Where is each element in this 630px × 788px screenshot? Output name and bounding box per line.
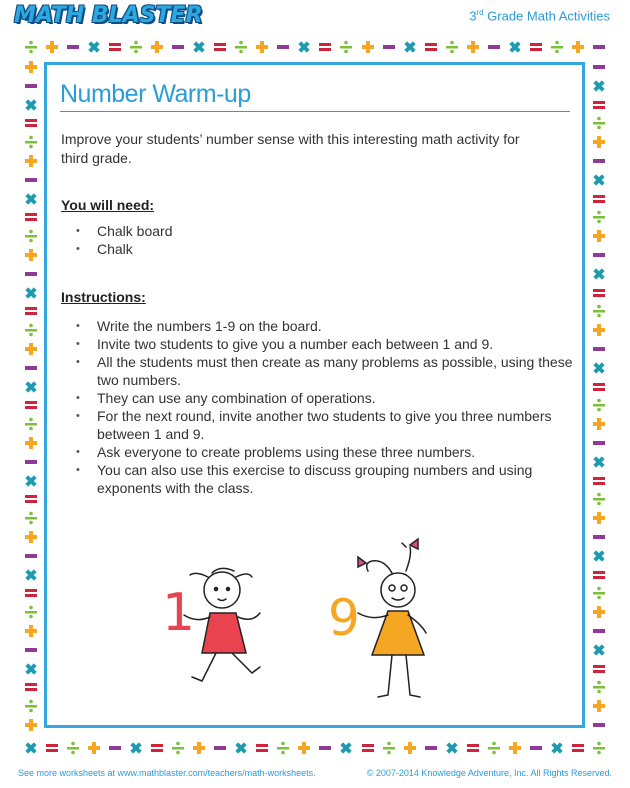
plus-symbol-icon [592, 135, 606, 149]
symbol-border-bottom [24, 741, 606, 755]
divide-symbol-icon [592, 116, 606, 130]
plus-symbol-icon [24, 248, 38, 262]
equals-symbol-icon [24, 680, 38, 694]
minus-symbol-icon [487, 40, 501, 54]
plus-symbol-icon [297, 741, 311, 755]
minus-symbol-icon [592, 40, 606, 54]
times-symbol-icon [508, 40, 522, 54]
minus-symbol-icon [318, 741, 332, 755]
equals-symbol-icon [24, 492, 38, 506]
times-symbol-icon [592, 549, 606, 563]
divide-symbol-icon [129, 40, 143, 54]
times-symbol-icon [403, 40, 417, 54]
plus-symbol-icon [24, 154, 38, 168]
instructions-heading: Instructions: [61, 289, 146, 305]
times-symbol-icon [592, 267, 606, 281]
plus-symbol-icon [24, 436, 38, 450]
instructions-list [76, 317, 576, 497]
times-symbol-icon [24, 192, 38, 206]
minus-symbol-icon [592, 436, 606, 450]
number-nine: 9 [328, 589, 360, 647]
divide-symbol-icon [592, 210, 606, 224]
symbol-border-top [24, 40, 606, 54]
equals-symbol-icon [361, 741, 375, 755]
minus-symbol-icon [24, 643, 38, 657]
list-item: • Chalk board [76, 222, 173, 240]
divide-symbol-icon [24, 229, 38, 243]
minus-symbol-icon [66, 40, 80, 54]
equals-symbol-icon [24, 586, 38, 600]
divide-symbol-icon [382, 741, 396, 755]
equals-symbol-icon [592, 98, 606, 112]
equals-symbol-icon [24, 398, 38, 412]
equals-symbol-icon [466, 741, 480, 755]
list-item: • Ask everyone to create problems using these three numbers. [76, 443, 576, 461]
divide-symbol-icon [592, 741, 606, 755]
page-title: Number Warm-up [60, 80, 251, 108]
plus-symbol-icon [592, 417, 606, 431]
plus-symbol-icon [592, 229, 606, 243]
minus-symbol-icon [592, 248, 606, 262]
minus-symbol-icon [108, 741, 122, 755]
minus-symbol-icon [276, 40, 290, 54]
plus-symbol-icon [150, 40, 164, 54]
equals-symbol-icon [24, 116, 38, 130]
minus-symbol-icon [24, 361, 38, 375]
plus-symbol-icon [24, 342, 38, 356]
times-symbol-icon [129, 741, 143, 755]
plus-symbol-icon [24, 530, 38, 544]
symbol-border-right [592, 60, 606, 732]
minus-symbol-icon [213, 741, 227, 755]
times-symbol-icon [234, 741, 248, 755]
plus-symbol-icon [87, 741, 101, 755]
intro-text: Improve your students’ number sense with this interesting math activity for third grade. [61, 131, 520, 166]
equals-symbol-icon [318, 40, 332, 54]
divide-symbol-icon [592, 586, 606, 600]
divide-symbol-icon [171, 741, 185, 755]
list-item: • For the next round, invite another two students to give you three numbers between 1 and 9. [76, 407, 576, 443]
plus-symbol-icon [24, 60, 38, 74]
list-item: • They can use any combination of operations. [76, 389, 576, 407]
times-symbol-icon [24, 474, 38, 488]
divide-symbol-icon [66, 741, 80, 755]
equals-symbol-icon [24, 210, 38, 224]
plus-symbol-icon [255, 40, 269, 54]
divide-symbol-icon [592, 680, 606, 694]
divide-symbol-icon [24, 417, 38, 431]
divide-symbol-icon [592, 492, 606, 506]
girl-left-drawing [162, 568, 260, 681]
times-symbol-icon [592, 361, 606, 375]
divide-symbol-icon [24, 605, 38, 619]
minus-symbol-icon [382, 40, 396, 54]
times-symbol-icon [24, 380, 38, 394]
divide-symbol-icon [24, 135, 38, 149]
times-symbol-icon [592, 643, 606, 657]
divide-symbol-icon [24, 699, 38, 713]
times-symbol-icon [24, 741, 38, 755]
minus-symbol-icon [24, 267, 38, 281]
equals-symbol-icon [592, 192, 606, 206]
footer-left-text: See more worksheets at www.mathblaster.com/teachers/math-worksheets. [18, 768, 316, 778]
equals-symbol-icon [592, 662, 606, 676]
times-symbol-icon [24, 98, 38, 112]
equals-symbol-icon [150, 741, 164, 755]
equals-symbol-icon [24, 304, 38, 318]
plus-symbol-icon [192, 741, 206, 755]
materials-list [76, 222, 173, 258]
divide-symbol-icon [24, 40, 38, 54]
equals-symbol-icon [592, 286, 606, 300]
minus-symbol-icon [592, 60, 606, 74]
times-symbol-icon [192, 40, 206, 54]
times-symbol-icon [24, 662, 38, 676]
equals-symbol-icon [45, 741, 59, 755]
number-one: 1 [162, 583, 196, 643]
times-symbol-icon [550, 741, 564, 755]
title-divider [60, 111, 570, 112]
minus-symbol-icon [592, 154, 606, 168]
divide-symbol-icon [550, 40, 564, 54]
divide-symbol-icon [592, 398, 606, 412]
plus-symbol-icon [592, 511, 606, 525]
divide-symbol-icon [592, 304, 606, 318]
equals-symbol-icon [592, 474, 606, 488]
plus-symbol-icon [508, 741, 522, 755]
times-symbol-icon [592, 79, 606, 93]
times-symbol-icon [24, 568, 38, 582]
list-item: • Invite two students to give you a number each between 1 and 9. [76, 335, 576, 353]
plus-symbol-icon [592, 605, 606, 619]
minus-symbol-icon [529, 741, 543, 755]
symbol-border-left [24, 60, 38, 732]
divide-symbol-icon [234, 40, 248, 54]
minus-symbol-icon [24, 79, 38, 93]
equals-symbol-icon [424, 40, 438, 54]
equals-symbol-icon [108, 40, 122, 54]
divide-symbol-icon [276, 741, 290, 755]
minus-symbol-icon [592, 530, 606, 544]
times-symbol-icon [592, 455, 606, 469]
list-item: • You can also use this exercise to discuss grouping numbers and using exponents with the class. [76, 461, 576, 497]
plus-symbol-icon [361, 40, 375, 54]
plus-symbol-icon [571, 40, 585, 54]
times-symbol-icon [297, 40, 311, 54]
girls-illustration [140, 535, 460, 715]
equals-symbol-icon [213, 40, 227, 54]
times-symbol-icon [87, 40, 101, 54]
times-symbol-icon [339, 741, 353, 755]
equals-symbol-icon [592, 568, 606, 582]
plus-symbol-icon [24, 718, 38, 732]
minus-symbol-icon [424, 741, 438, 755]
math-blaster-logo: MATH BLASTER [14, 2, 203, 28]
plus-symbol-icon [592, 323, 606, 337]
divide-symbol-icon [339, 40, 353, 54]
plus-symbol-icon [24, 624, 38, 638]
minus-symbol-icon [24, 173, 38, 187]
times-symbol-icon [445, 741, 459, 755]
equals-symbol-icon [255, 741, 269, 755]
girl-right-drawing [328, 539, 426, 697]
materials-heading: You will need: [61, 197, 155, 213]
equals-symbol-icon [592, 380, 606, 394]
plus-symbol-icon [592, 699, 606, 713]
grade-title: 3rd Grade Math Activities [469, 8, 610, 24]
minus-symbol-icon [24, 549, 38, 563]
divide-symbol-icon [487, 741, 501, 755]
minus-symbol-icon [592, 624, 606, 638]
list-item: • Chalk [76, 240, 173, 258]
minus-symbol-icon [24, 455, 38, 469]
plus-symbol-icon [403, 741, 417, 755]
times-symbol-icon [592, 173, 606, 187]
divide-symbol-icon [445, 40, 459, 54]
plus-symbol-icon [466, 40, 480, 54]
minus-symbol-icon [171, 40, 185, 54]
footer-copyright: © 2007-2014 Knowledge Adventure, Inc. All Rights Reserved. [366, 768, 612, 778]
minus-symbol-icon [592, 718, 606, 732]
plus-symbol-icon [45, 40, 59, 54]
equals-symbol-icon [529, 40, 543, 54]
list-item: • Write the numbers 1-9 on the board. [76, 317, 576, 335]
minus-symbol-icon [592, 342, 606, 356]
divide-symbol-icon [24, 511, 38, 525]
times-symbol-icon [24, 286, 38, 300]
equals-symbol-icon [571, 741, 585, 755]
list-item: • All the students must then create as many problems as possible, using these two numbers. [76, 353, 576, 389]
divide-symbol-icon [24, 323, 38, 337]
